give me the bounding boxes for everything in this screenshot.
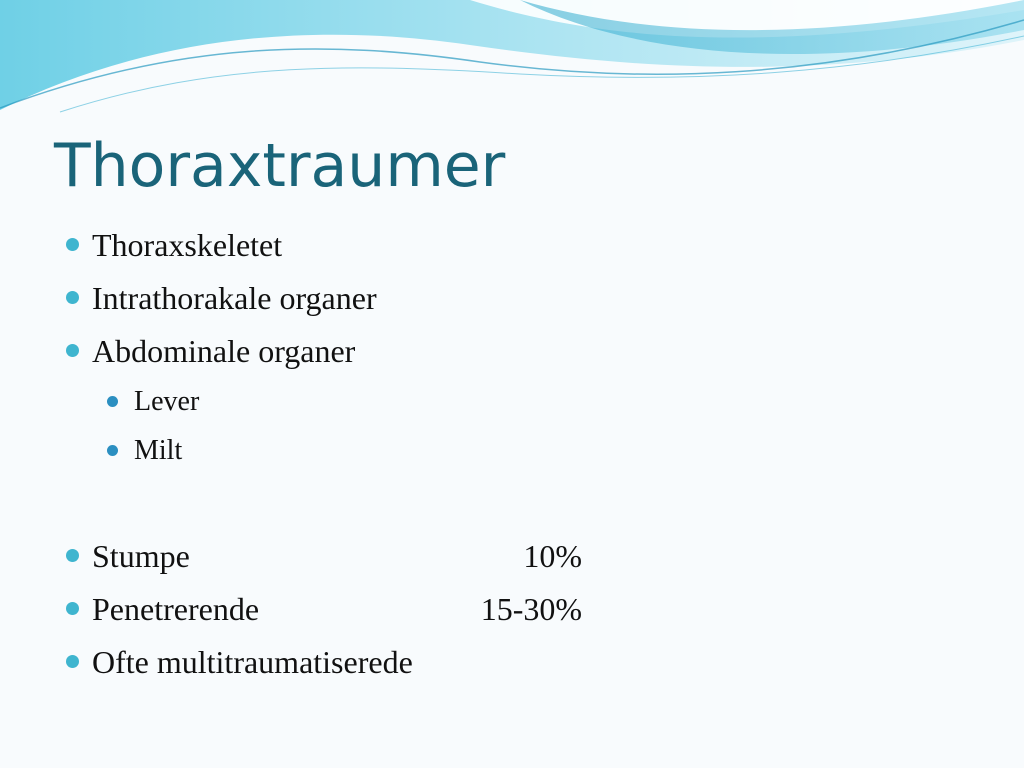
sub-bullet-item [134, 384, 634, 420]
bullet-item [92, 225, 592, 265]
bullet-item [92, 536, 592, 576]
bullet-dot-icon [66, 238, 79, 251]
bullet-item [92, 331, 592, 371]
bullet-dot-icon [66, 655, 79, 668]
sub-bullet-dot-icon [107, 396, 118, 407]
percentage-value: 10% [523, 538, 582, 574]
bullet-item [92, 642, 592, 682]
bullet-text: Penetrerende [92, 591, 260, 627]
bullet-item [92, 278, 592, 318]
bullet-text: Stumpe [92, 538, 190, 574]
bullet-text: Ofte multitraumatiserede [92, 644, 413, 680]
bullet-item [92, 589, 592, 629]
sub-bullet-dot-icon [107, 445, 118, 456]
bullet-dot-icon [66, 602, 79, 615]
bullet-dot-icon [66, 549, 79, 562]
percentage-value: 15-30% [480, 591, 582, 627]
sub-bullet-item [134, 433, 634, 469]
bullet-dot-icon [66, 344, 79, 357]
sub-bullet-text: Lever [134, 386, 200, 417]
bullet-text: Thoraxskeletet [92, 227, 283, 263]
bullet-text: Abdominale organer [92, 333, 356, 369]
slide-title: Thoraxtraumer [54, 131, 506, 201]
sub-bullet-text: Milt [134, 435, 183, 466]
bullet-text: Intrathorakale organer [92, 280, 377, 316]
bullet-dot-icon [66, 291, 79, 304]
